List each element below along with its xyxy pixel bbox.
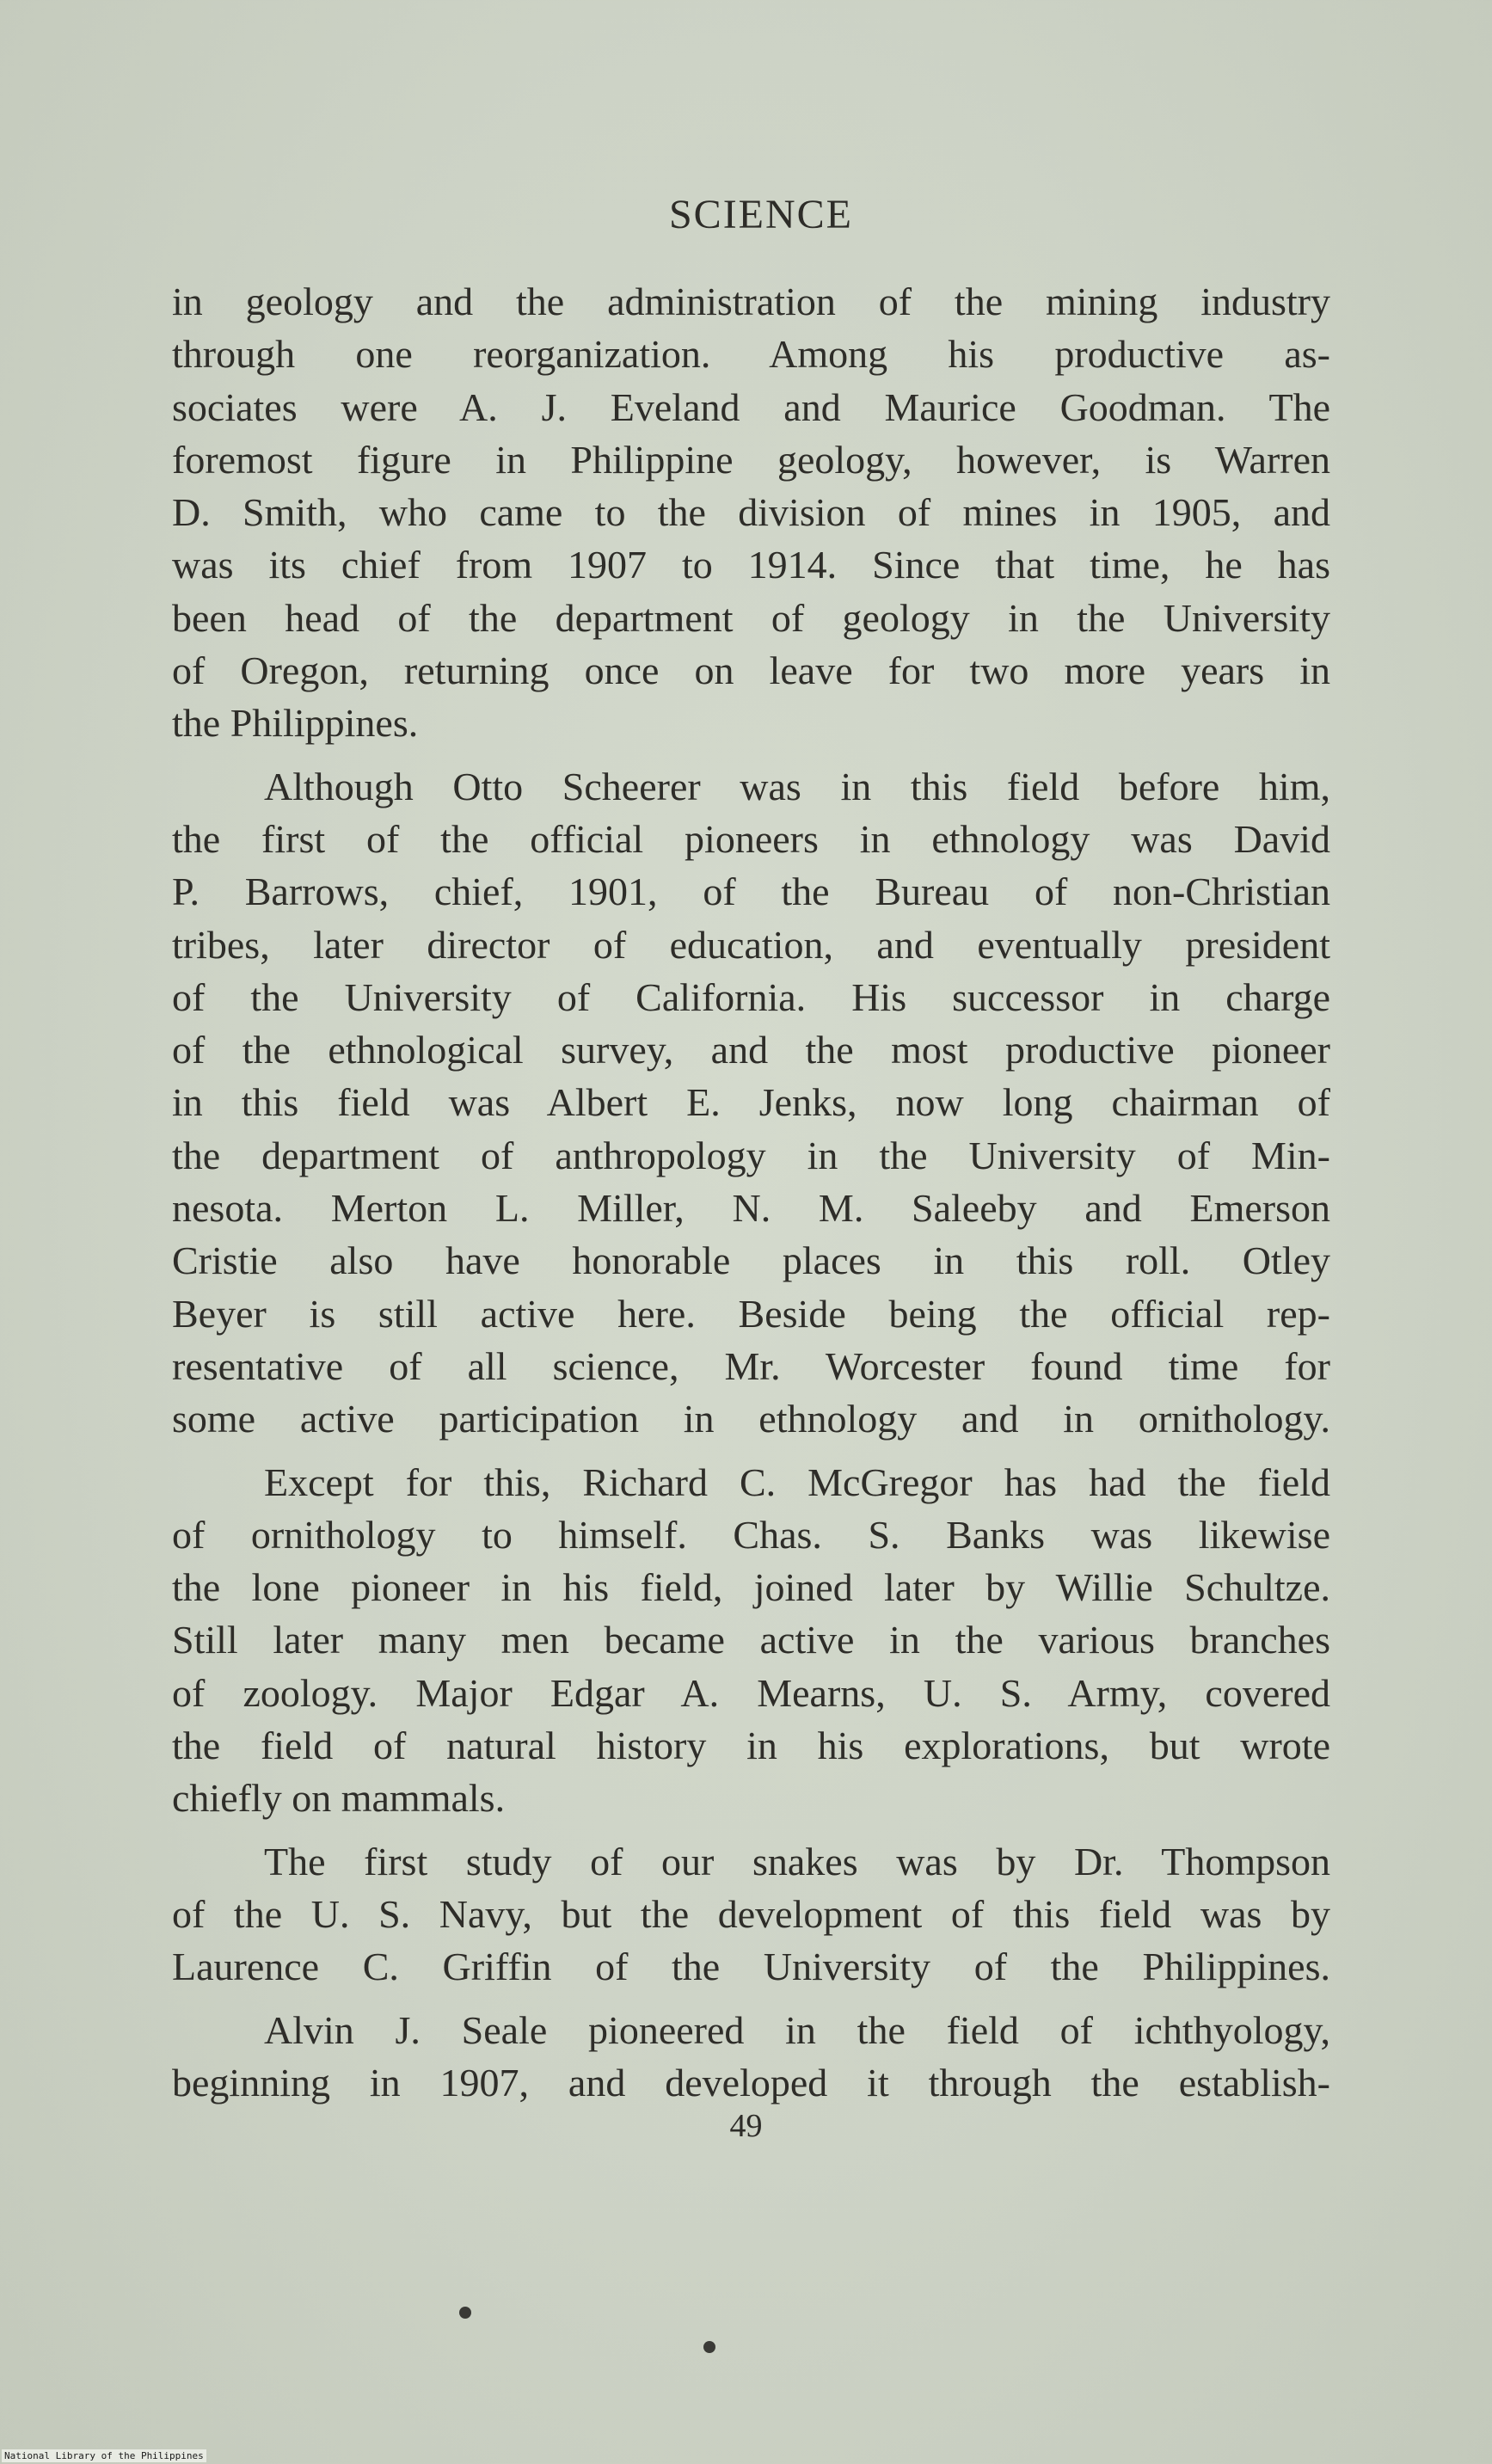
text-line: Laurence C. Griffin of the University of the Philippines. — [172, 1945, 1330, 1989]
paragraph-3 — [172, 1456, 1330, 1825]
text-line: beginning in 1907, and developed it through the establish- — [172, 2060, 1330, 2105]
text-line: of Oregon, returning once on leave for two more years in — [172, 648, 1330, 693]
text-line: resentative of all science, Mr. Worcester found time for — [172, 1343, 1330, 1388]
library-credit: National Library of the Philippines — [2, 2449, 206, 2462]
text-line: foremost figure in Philippine geology, however, is Warren — [172, 437, 1330, 482]
text-line: of zoology. Major Edgar A. Mearns, U. S. Army, covered — [172, 1670, 1330, 1715]
text-line: D. Smith, who came to the division of mines in 1905, and — [172, 490, 1330, 535]
text-line: Beyer is still active here. Beside being the official rep- — [172, 1291, 1330, 1336]
text-line: of ornithology to himself. Chas. S. Banks was likewise — [172, 1512, 1330, 1557]
text-line: some active participation in ethnology and in ornithology. — [172, 1397, 1330, 1441]
text-line: P. Barrows, chief, 1901, of the Bureau of non-Christian — [172, 869, 1330, 914]
text-line: been head of the department of geology in the University — [172, 595, 1330, 640]
text-line: of the ethnological survey, and the most productive pioneer — [172, 1028, 1330, 1072]
text-line: of the University of California. His successor in charge — [172, 974, 1330, 1019]
text-line: tribes, later director of education, and eventually president — [172, 922, 1330, 967]
running-header: SCIENCE — [668, 192, 853, 237]
text-line: Still later many men became active in the various branches — [172, 1618, 1330, 1662]
text-line: the department of anthropology in the University of Min- — [172, 1133, 1330, 1177]
paragraph-5 — [172, 2004, 1330, 2110]
text-line: in geology and the administration of the mining industry — [172, 280, 1330, 323]
text-line: sociates were A. J. Eveland and Maurice Goodman. The — [172, 384, 1330, 429]
body-text — [172, 275, 1330, 2109]
text-line: Except for this, Richard C. McGregor has had the field — [264, 1459, 1330, 1504]
paragraph-1 — [172, 275, 1330, 750]
text-line: was its chief from 1907 to 1914. Since that time, he has — [172, 543, 1330, 587]
text-line: the first of the official pioneers in ethnology was David — [172, 816, 1330, 861]
text-line: the lone pioneer in his field, joined later by Willie Schultze. — [172, 1565, 1330, 1610]
paragraph-2 — [172, 760, 1330, 1446]
text-line: Cristie also have honorable places in this roll. Otley — [172, 1238, 1330, 1283]
text-line: Although Otto Scheerer was in this field before him, — [264, 764, 1330, 808]
text-line: of the U. S. Navy, but the development of this field was by — [172, 1891, 1330, 1936]
text-line: through one reorganization. Among his productive as- — [172, 332, 1330, 377]
paragraph-4 — [172, 1835, 1330, 1994]
text-line: the Philippines. — [172, 701, 419, 746]
text-line: in this field was Albert E. Jenks, now long chairman of — [172, 1080, 1330, 1125]
text-line: the field of natural history in his explorations, but wrote — [172, 1724, 1330, 1768]
text-line: The first study of our snakes was by Dr. Thompson — [264, 1839, 1330, 1883]
ink-speck — [459, 2307, 471, 2319]
page-number: 49 — [729, 2108, 763, 2144]
text-line: Alvin J. Seale pioneered in the field of ichthyology, — [264, 2007, 1330, 2052]
ink-speck — [703, 2341, 715, 2353]
text-line: nesota. Merton L. Miller, N. M. Saleeby and Emerson — [172, 1186, 1330, 1231]
text-line: chiefly on mammals. — [172, 1776, 506, 1821]
